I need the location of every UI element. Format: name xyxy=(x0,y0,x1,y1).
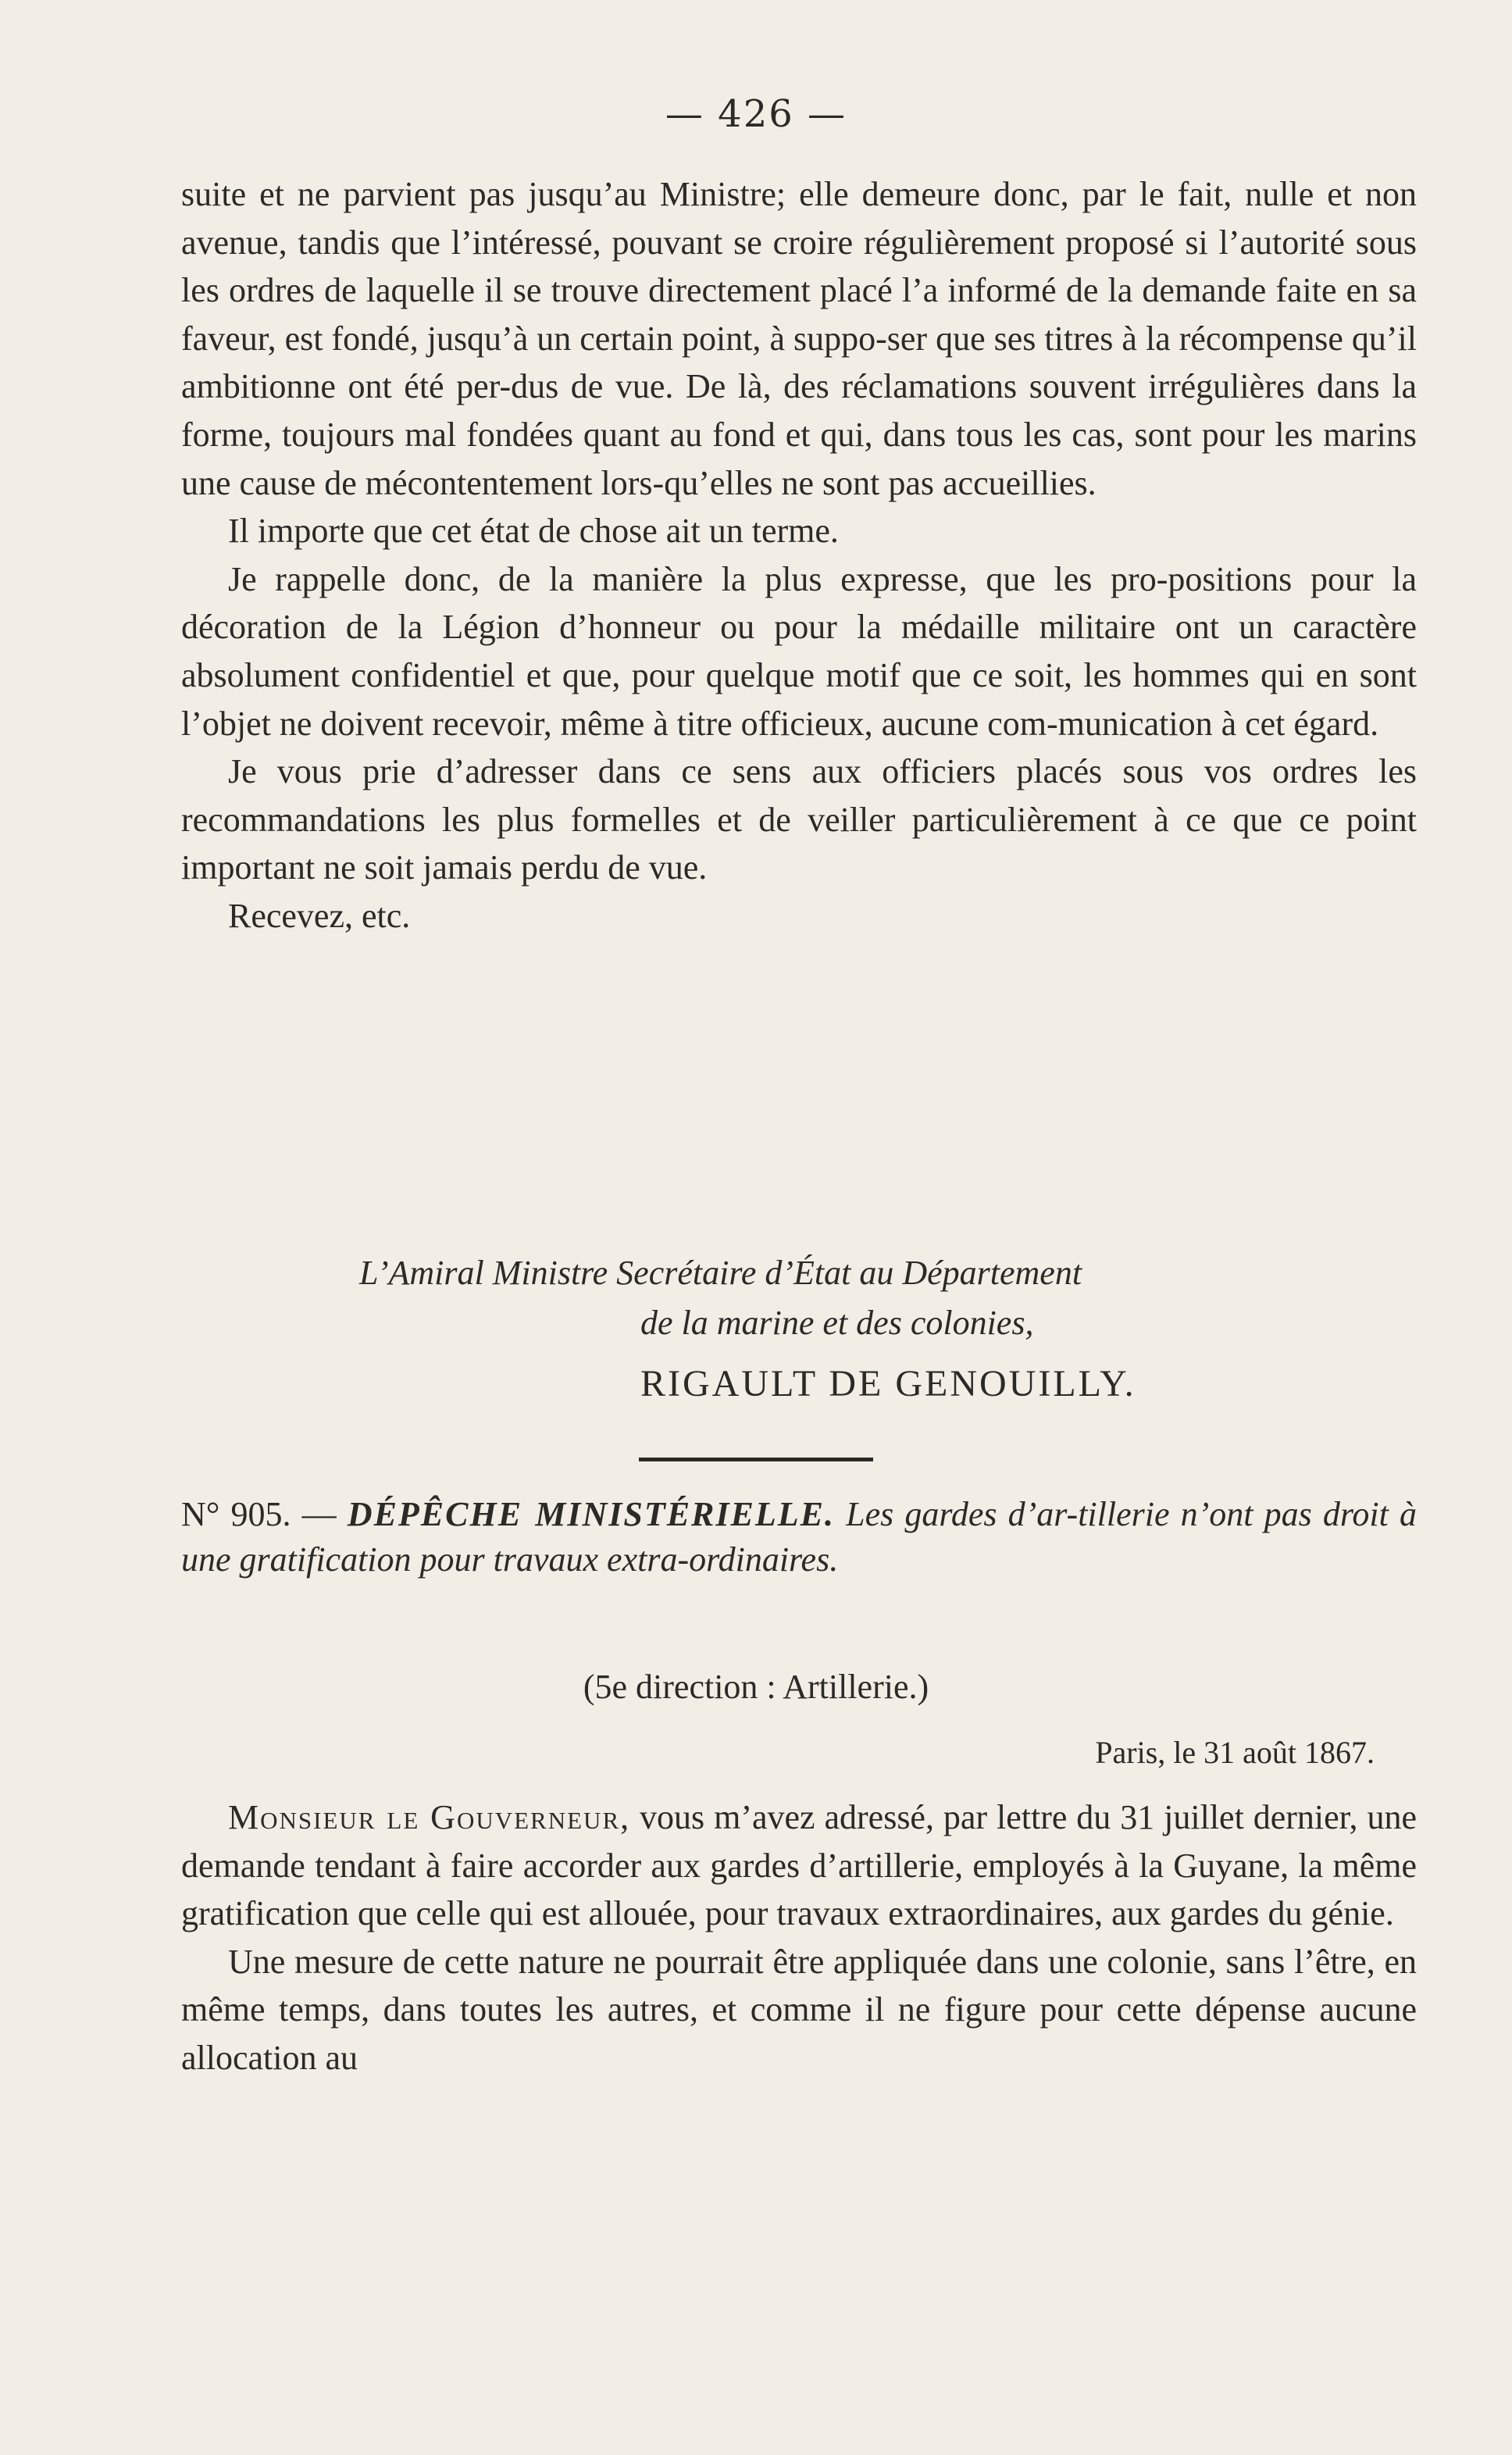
signature-title-line2: de la marine et des colonies, xyxy=(640,1304,1034,1342)
salutation: Monsieur le Gouverneur, xyxy=(228,1798,631,1836)
heading-subtitle: Les gardes d’ar-tillerie n’ont pas droit à une gratification pour travaux extra-ordinaires. xyxy=(181,1495,1417,1579)
page-number: — 426 — xyxy=(665,92,847,136)
signature-name: RIGAULT DE GENOUILLY. xyxy=(640,1363,1136,1404)
dateline: Paris, le 31 août 1867. xyxy=(1095,1735,1375,1770)
paragraph-instructions: Je vous prie d’adresser dans ce sens aux officiers placés sous vos ordres les recommandations les plus formelles et de veiller particulièrement à ce que ce point important ne soit jamais perdu de vue. xyxy=(181,752,1417,887)
body-text-top xyxy=(181,170,1417,940)
paragraph-mesure: Une mesure de cette nature ne pourrait être appliquée dans une colonie, sans l’être, en même temps, dans toutes les autres, et comme il ne figure pour cette dépense aucune allocation au xyxy=(181,1942,1417,2077)
signature-title-line1: L’Amiral Ministre Secrétaire d’État au Département xyxy=(359,1254,1082,1292)
paragraph-letter-opening-text: vous m’avez adressé, par lettre du 31 juillet dernier, une demande tendant à faire accorder aux gardes d’artillerie, employés à la Guyane, la même gratification que celle qui est allouée, pour travaux extraordinaires, aux gardes du génie. xyxy=(181,1798,1417,1933)
body-text-bottom xyxy=(181,1793,1417,2082)
direction-line: (5e direction : Artillerie.) xyxy=(583,1668,929,1706)
paragraph-closing: Recevez, etc. xyxy=(228,896,411,935)
paragraph-terme: Il importe que cet état de chose ait un terme. xyxy=(228,512,839,551)
section-divider xyxy=(639,1458,873,1461)
heading-number: N° 905. — xyxy=(181,1495,348,1533)
paragraph-rappel: Je rappelle donc, de la manière la plus expresse, que les pro-positions pour la décoration de la Légion d’honneur ou pour la médaille militaire ont un caractère absolument confidentiel et que, pour quelque motif que ce soit, les hommes qui en sont l’objet ne doivent recevoir, même à titre officieux, aucune com-munication à cet égard. xyxy=(181,559,1417,743)
heading-title: DÉPÊCHE MINISTÉRIELLE. xyxy=(347,1495,835,1533)
paragraph-letter-opening xyxy=(181,1793,1417,1938)
section-heading xyxy=(181,1492,1417,1583)
paragraph-continuation: suite et ne parvient pas jusqu’au Ministre; elle demeure donc, par le fait, nulle et non avenue, tandis que l’intéressé, pouvant se croire régulièrement proposé si l’autorité sous les ordres de laquelle il se trouve directement placé l’a informé de la demande faite en sa faveur, est fondé, jusqu’à un certain point, à suppo-ser que ses titres à la récompense qu’il ambitionne ont été per-dus de vue. De là, des réclamations souvent irrégulières dans la forme, toujours mal fondées quant au fond et qui, dans tous les cas, sont pour les marins une cause de mécontentement lors-qu’elles ne sont pas accueillies. xyxy=(181,175,1417,502)
